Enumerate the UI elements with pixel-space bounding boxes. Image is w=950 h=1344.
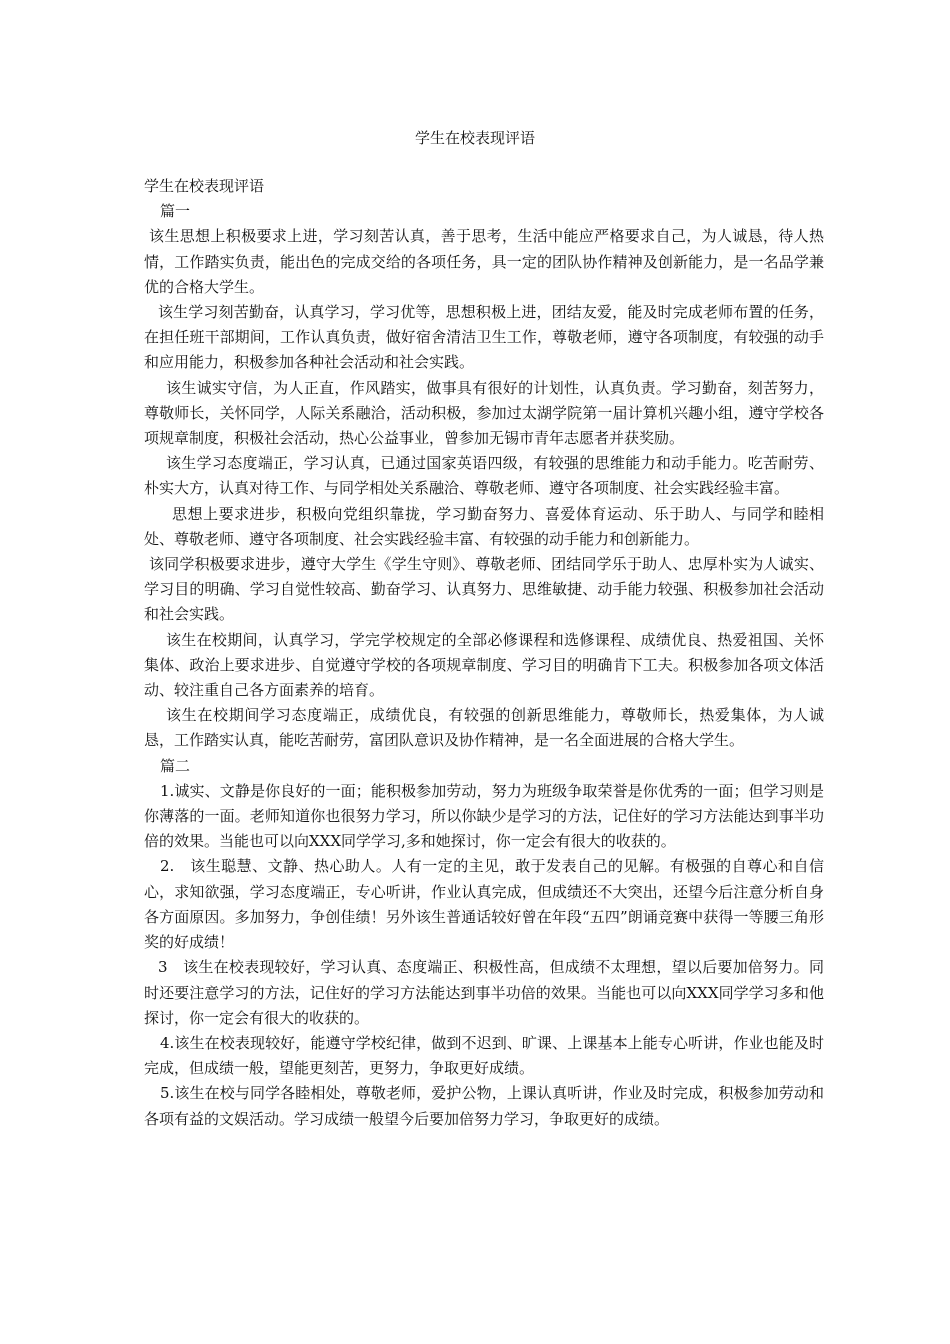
section-two-item: 5.该生在校与同学各睦相处，尊敬老师，爱护公物，上课认真听讲，作业及时完成，积极参加劳动和各项有益的文娱活动。学习成绩一般望今后要加倍努力学习，争取更好的成绩。 (144, 1084, 824, 1128)
section-two-item: 4.该生在校表现较好，能遵守学校纪律，做到不迟到、旷课、上课基本上能专心听讲，作业也能及时完成，但成绩一般，望能更刻苦，更努力，争取更好成绩。 (144, 1033, 824, 1078)
section-two-item: 1.诚实、文静是你良好的一面；能积极参加劳动，努力为班级争取荣誉是你优秀的一面；但学习则是你薄落的一面。老师知道你也很努力学习，所以你缺少是学习的方法，记住好的学习方法能达到事半功倍的效果。当能也可以向XXX同学学习,多和她探讨，你一定会有很大的收获的。 (144, 781, 824, 851)
section-one-paragraph: 该生在校期间，认真学习，学完学校规定的全部必修课程和选修课程、成绩优良、热爱祖国、关怀集体、政治上要求进步、自觉遵守学校的各项规章制度、学习目的明确肯下工夫。积极参加各项文体活动、较注重自己各方面素养的培育。 (144, 630, 824, 700)
section-one-paragraph: 该生在校期间学习态度端正，成绩优良，有较强的创新思维能力，尊敬师长，热爱集体，为人诚恳，工作踏实认真，能吃苦耐劳，富团队意识及协作精神，是一名全面进展的合格大学生。 (144, 706, 824, 750)
section-one-paragraph: 该生诚实守信，为人正直，作风踏实，做事具有很好的计划性，认真负责。学习勤奋，刻苦努力，尊敬师长，关怀同学，人际关系融洽，活动积极，参加过太湖学院第一届计算机兴趣小组，遵守学校各项规章制度，积极社会活动，热心公益事业，曾参加无锡市青年志愿者并获奖励。 (144, 378, 824, 448)
section-one-paragraph: 该生学习刻苦勤奋，认真学习，学习优等，思想积极上进，团结友爱，能及时完成老师布置的任务，在担任班干部期间，工作认真负责，做好宿舍清洁卫生工作，尊敬老师，遵守各项制度，有较强的动手和应用能力，积极参加各种社会活动和社会实践。 (144, 303, 824, 372)
document-subtitle: 学生在校表现评语 (144, 177, 265, 195)
section-one-paragraph: 该生思想上积极要求上进，学习刻苦认真，善于思考，生活中能应严格要求自己，为人诚恳，待人热情，工作踏实负责，能出色的完成交给的各项任务，具一定的团队协作精神及创新能力，是一名品学兼优的合格大学生。 (144, 227, 824, 296)
section-two-item: 3 该生在校表现较好，学习认真、态度端正、积极性高，但成绩不太理想，望以后要加倍努力。同时还要注意学习的方法，记住好的学习方法能达到事半功倍的效果。当能也可以向XXX同学学习多和他探讨，你一定会有很大的收获的。 (144, 958, 824, 1027)
section-two-label: 篇二 (160, 756, 191, 775)
section-one-paragraph: 该生学习态度端正，学习认真，已通过国家英语四级，有较强的思维能力和动手能力。吃苦耐劳、朴实大方，认真对待工作、与同学相处关系融洽、尊敬老师、遵守各项制度、社会实践经验丰富。 (144, 454, 824, 498)
document-body (144, 174, 824, 1132)
section-one-label: 篇一 (160, 202, 191, 221)
section-two-item: 2. 该生聪慧、文静、热心助人。人有一定的主见，敢于发表自己的见解。有极强的自尊心和自信心，求知欲强，学习态度端正，专心听讲，作业认真完成，但成绩还不大突出，还望今后注意分析自身各方面原因。多加努力，争创佳绩！另外该生普通话较好曾在年段“五四”朗诵竞赛中获得一等腰三角形奖的好成绩！ (144, 857, 824, 952)
document-title: 学生在校表现评语 (414, 129, 535, 147)
section-one-paragraph: 思想上要求进步，积极向党组织靠拢，学习勤奋努力、喜爱体育运动、乐于助人、与同学和睦相处、尊敬老师、遵守各项制度、社会实践经验丰富、有较强的动手能力和创新能力。 (144, 504, 824, 548)
section-one-paragraph: 该同学积极要求进步，遵守大学生《学生守则》、尊敬老师、团结同学乐于助人、忠厚朴实为人诚实、学习目的明确、学习自觉性较高、勤奋学习、认真努力、思维敏捷、动手能力较强、积极参加社会活动和社会实践。 (144, 555, 824, 624)
